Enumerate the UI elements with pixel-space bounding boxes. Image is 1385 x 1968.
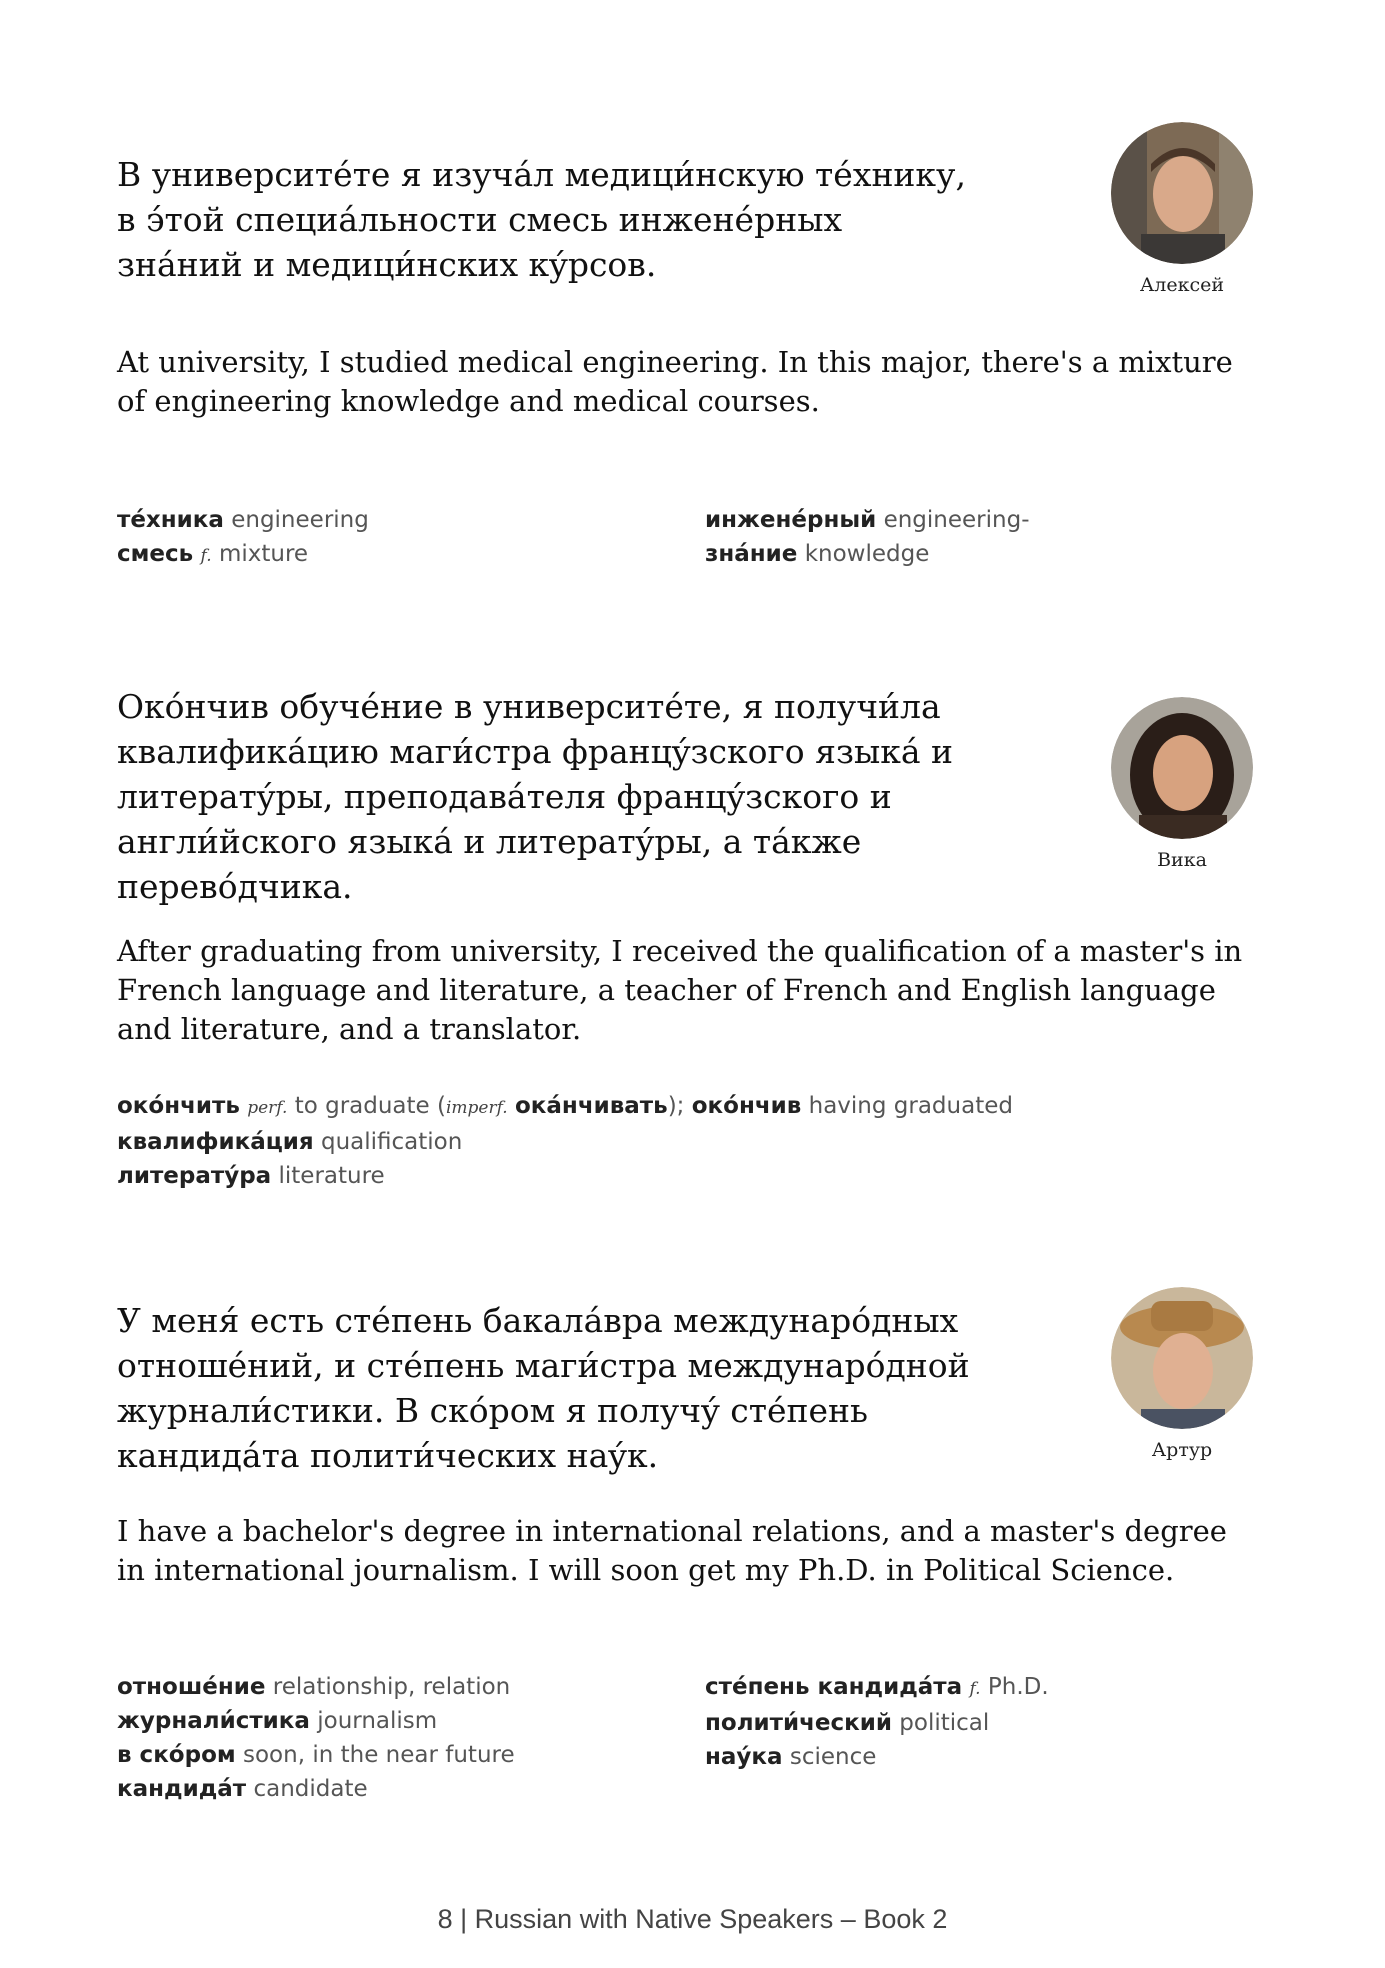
english-translation: At university, I studied medical engineering. In this major, there's a mixture of engineering knowledge and medical courses. xyxy=(117,345,1233,418)
speaker-name: Вика xyxy=(1157,849,1207,871)
speaker-name: Артур xyxy=(1151,1439,1213,1461)
speaker-card xyxy=(1102,1287,1262,1461)
vocab-item: отношéние relationship, relation xyxy=(117,1674,511,1700)
vocab-item: окóнчить perf. to graduate (imperf. окáнчивать); окóнчив having graduated xyxy=(117,1093,1013,1119)
page-footer: 8 | Russian with Native Speakers – Book 2 xyxy=(437,1904,948,1934)
russian-text: В университéте я изучáл медици́нскую тéхнику, в э́той специáльности смесь инженéрных знáний и медици́нских кýрсов. xyxy=(117,155,966,284)
russian-text: Окóнчив обучéние в университéте, я получи́ла квалификáцию маги́стра францýзского языкá и литератýры, преподавáтеля францýзского и англи́йского языкá и литератýры, а тáкже перевóдчика. xyxy=(117,687,954,906)
vocab-item: полити́ческий political xyxy=(705,1710,990,1736)
russian-text: У меня́ есть стéпень бакалáвра междунарóдных отношéний, и стéпень маги́стра междунарóдной журнали́стики. В скóром я получý стéпень кандидáта полити́ческих наýк. xyxy=(117,1301,970,1475)
vocab-item: стéпень кандидáта f. Ph.D. xyxy=(705,1674,1049,1700)
vocab-item: журнали́стика journalism xyxy=(117,1708,438,1734)
english-translation: I have a bachelor's degree in international relations, and a master's degree in international journalism. I will soon get my Ph.D. in Political Science. xyxy=(117,1514,1227,1587)
vocab-item: смесь f. mixture xyxy=(117,541,309,567)
vocab-item: квалификáция qualification xyxy=(117,1129,463,1155)
avatar-photo xyxy=(1111,1287,1253,1429)
vocab-item: литератýра literature xyxy=(117,1163,385,1189)
vocab-list xyxy=(117,1089,1013,1193)
speaker-name: Алексей xyxy=(1139,274,1225,296)
vocab-list-right xyxy=(705,503,1030,571)
vocab-item: знáние knowledge xyxy=(705,541,930,567)
avatar-photo xyxy=(1111,122,1253,264)
speaker-card xyxy=(1102,697,1262,871)
vocab-item: кандидáт candidate xyxy=(117,1776,368,1802)
vocab-list-left xyxy=(117,503,369,573)
english-translation: After graduating from university, I received the qualification of a master's in French language and literature, a teacher of French and English language and literature, and a translator. xyxy=(117,934,1243,1046)
vocab-list-right xyxy=(705,1670,1049,1774)
vocab-item: инженéрный engineering- xyxy=(705,507,1030,533)
vocab-item: тéхника engineering xyxy=(117,507,369,533)
speaker-card xyxy=(1102,122,1262,296)
avatar-photo xyxy=(1111,697,1253,839)
vocab-list-left xyxy=(117,1670,515,1806)
vocab-item: наýка science xyxy=(705,1744,877,1770)
vocab-item: в скóром soon, in the near future xyxy=(117,1742,515,1768)
